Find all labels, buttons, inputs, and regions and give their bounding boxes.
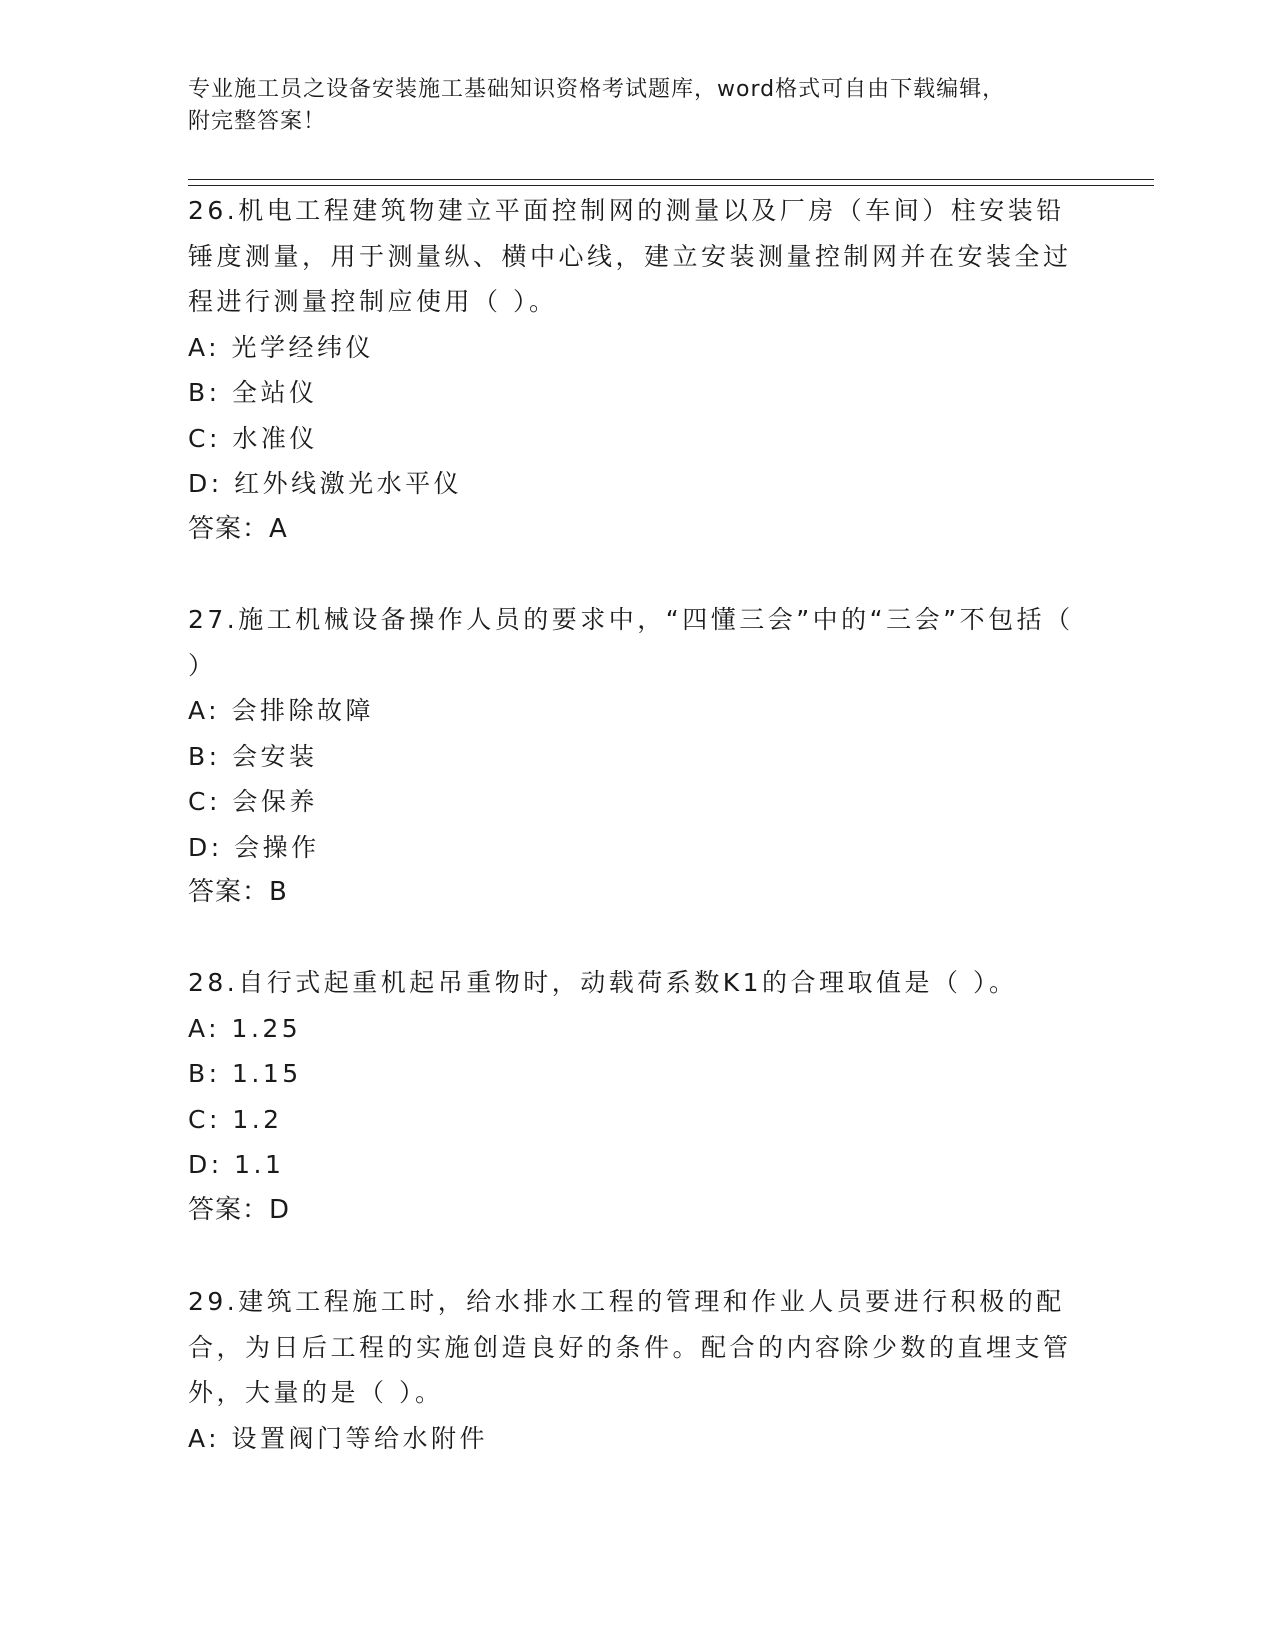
question-28 xyxy=(188,960,1088,1233)
option-b: B: 1.15 xyxy=(188,1059,302,1088)
answer: 答案：A xyxy=(188,513,288,544)
option-c: C: 会保养 xyxy=(188,787,318,816)
question-27 xyxy=(188,597,1088,916)
option-d: D: 1.1 xyxy=(188,1150,285,1179)
header-line-2: 附完整答案！ xyxy=(188,109,327,134)
option-b: B: 会安装 xyxy=(188,741,318,771)
option-d: D: 会操作 xyxy=(188,832,320,862)
option-a: A: 会排除故障 xyxy=(188,696,375,725)
option-a: A: 1.25 xyxy=(188,1013,302,1043)
document-header xyxy=(188,74,1088,138)
question-text: 28.自行式起重机起吊重物时，动载荷系数K1的合理取值是（ ）。 xyxy=(188,968,1018,997)
question-29 xyxy=(188,1279,1088,1461)
option-a: A: 光学经纬仪 xyxy=(188,332,375,362)
question-text: 26.机电工程建筑物建立平面控制网的测量以及厂房（车间）柱安装铅锤度测量，用于测量纵、横中心线，建立安装测量控制网并在安装全过程进行测量控制应使用（ ）。 xyxy=(188,196,1072,316)
header-line-1: 专业施工员之设备安装施工基础知识资格考试题库，word格式可自由下载编辑， xyxy=(188,77,1006,102)
option-b: B: 全站仪 xyxy=(188,378,318,407)
answer: 答案：B xyxy=(188,877,288,907)
header-divider-top xyxy=(188,179,1154,180)
option-a: A: 设置阀门等给水附件 xyxy=(188,1423,489,1453)
question-26 xyxy=(188,188,1088,552)
option-c: C: 水准仪 xyxy=(188,423,318,453)
question-text: 27.施工机械设备操作人员的要求中，“四懂三会”中的“三会”不包括（ ） xyxy=(188,605,1074,680)
answer: 答案：D xyxy=(188,1194,291,1225)
option-d: D: 红外线激光水平仪 xyxy=(188,469,463,498)
header-divider-bottom xyxy=(188,185,1154,186)
question-text: 29.建筑工程施工时，给水排水工程的管理和作业人员要进行积极的配合，为日后工程的实施创造良好的条件。配合的内容除少数的直埋支管外，大量的是（ ）。 xyxy=(188,1287,1072,1407)
option-c: C: 1.2 xyxy=(188,1104,283,1134)
